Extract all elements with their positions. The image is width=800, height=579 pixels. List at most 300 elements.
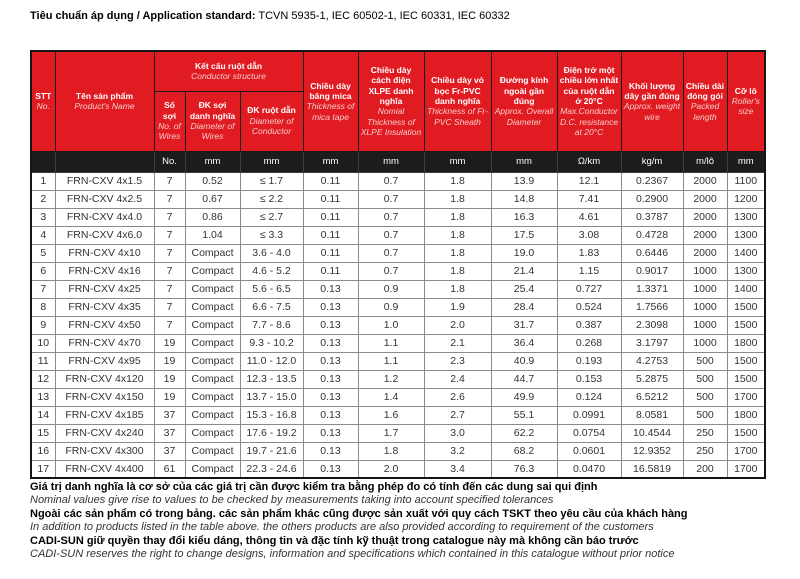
- cell: 0.11: [303, 226, 358, 244]
- cell: 1800: [727, 334, 765, 352]
- cell: 5.6 - 6.5: [240, 280, 303, 298]
- header-stt-vi: STT: [35, 90, 52, 101]
- application-standard-value: TCVN 5935-1, IEC 60502-1, IEC 60331, IEC 60332: [255, 10, 510, 22]
- note-vietnamese: Ngoài các sản phẩm có trong bảng. các sản phẩm khác cũng được sản xuất với quy cách TSKT theo yêu cầu của khách hàng: [30, 507, 688, 520]
- cell: 37: [154, 424, 185, 442]
- table-row: [31, 262, 765, 280]
- cell: 0.0754: [557, 424, 621, 442]
- cell: 1400: [727, 280, 765, 298]
- cell: 1.8: [424, 172, 491, 190]
- table-row: [31, 460, 765, 478]
- cell: 55.1: [491, 406, 557, 424]
- cell: 21.4: [491, 262, 557, 280]
- cell: FRN-CXV 4x6.0: [55, 226, 154, 244]
- cell: 0.9: [358, 280, 424, 298]
- cell: 13: [31, 388, 55, 406]
- table-row: [31, 334, 765, 352]
- cell: 7: [31, 280, 55, 298]
- header-mica-thickness: [303, 51, 358, 151]
- note-vietnamese: CADI-SUN giữ quyền thay đổi kiểu dáng, thông tin và đặc tính kỹ thuật trong catalogue này mà không cần báo trước: [30, 534, 639, 547]
- cell: 0.9: [358, 298, 424, 316]
- unit-cell: kg/m: [621, 151, 683, 172]
- cell: 3.08: [557, 226, 621, 244]
- cell: 1.7: [358, 424, 424, 442]
- header-overall-diameter: [491, 51, 557, 151]
- cell: 1400: [727, 244, 765, 262]
- cell: 12.3 - 13.5: [240, 370, 303, 388]
- table-row: [31, 190, 765, 208]
- cell: 9.3 - 10.2: [240, 334, 303, 352]
- cell: 0.13: [303, 352, 358, 370]
- cell: 19: [154, 334, 185, 352]
- cell: 28.4: [491, 298, 557, 316]
- cell: 1.9: [424, 298, 491, 316]
- header-xlpe-insulation-en: Nomial Thickness of XLPE Insulation: [360, 106, 422, 138]
- unit-cell: mm: [303, 151, 358, 172]
- cell: 10: [31, 334, 55, 352]
- cell: FRN-CXV 4x120: [55, 370, 154, 388]
- cell: 36.4: [491, 334, 557, 352]
- cell: 0.193: [557, 352, 621, 370]
- cell: 16.3: [491, 208, 557, 226]
- cell: 0.13: [303, 388, 358, 406]
- cell: FRN-CXV 4x50: [55, 316, 154, 334]
- cell: 17: [31, 460, 55, 478]
- cell: 0.13: [303, 442, 358, 460]
- cell: 2.3098: [621, 316, 683, 334]
- cell: 0.524: [557, 298, 621, 316]
- header-approx-weight-vi: Khối lượng dây gần đúng: [624, 80, 680, 101]
- cell: 1.7566: [621, 298, 683, 316]
- cell: 11.0 - 12.0: [240, 352, 303, 370]
- cell: Compact: [185, 460, 240, 478]
- cell: FRN-CXV 4x1.5: [55, 172, 154, 190]
- cell: 0.2900: [621, 190, 683, 208]
- cell: Compact: [185, 424, 240, 442]
- cell: 31.7: [491, 316, 557, 334]
- cell: 0.4728: [621, 226, 683, 244]
- cell: 14.8: [491, 190, 557, 208]
- cell: 1.8: [424, 262, 491, 280]
- cell: 1.8: [424, 208, 491, 226]
- cell: 1.8: [424, 190, 491, 208]
- cell: Compact: [185, 352, 240, 370]
- header-dc-resistance: [557, 51, 621, 151]
- cell: 3.2: [424, 442, 491, 460]
- header-wire-diameter-en: Diameter of Wires: [190, 121, 235, 142]
- cell: 7: [154, 298, 185, 316]
- cell: Compact: [185, 316, 240, 334]
- cell: 8: [31, 298, 55, 316]
- cell: 1.15: [557, 262, 621, 280]
- header-frpvc-sheath-vi: Chiều dày vỏ bọc Fr-PVC danh nghĩa: [431, 75, 484, 107]
- cell: 2000: [683, 226, 727, 244]
- cell: 2000: [683, 244, 727, 262]
- unit-cell: No.: [154, 151, 185, 172]
- note-english: In addition to products listed in the table above. the others products are also provided according to requirement of the customers: [30, 521, 654, 534]
- cell: 0.3787: [621, 208, 683, 226]
- cell: 1700: [727, 442, 765, 460]
- cell: 12.9352: [621, 442, 683, 460]
- cell: 61: [154, 460, 185, 478]
- unit-cell: [31, 151, 55, 172]
- cell: Compact: [185, 262, 240, 280]
- table-row: [31, 316, 765, 334]
- cell: 0.0470: [557, 460, 621, 478]
- cell: 7: [154, 190, 185, 208]
- cell: 500: [683, 388, 727, 406]
- cell: 16.5819: [621, 460, 683, 478]
- cell: 1500: [727, 298, 765, 316]
- unit-cell: m/lô: [683, 151, 727, 172]
- header-dc-resistance-en: Max.Conductor D.C. resistance at 20°C: [559, 106, 619, 138]
- cell: 6: [31, 262, 55, 280]
- cell: 19: [154, 370, 185, 388]
- cell: 4.61: [557, 208, 621, 226]
- cell: 2.4: [424, 370, 491, 388]
- unit-cell: mm: [240, 151, 303, 172]
- cell: ≤ 3.3: [240, 226, 303, 244]
- application-standard-label: Tiêu chuẩn áp dụng / Application standard:: [30, 10, 256, 22]
- cell: 0.11: [303, 208, 358, 226]
- cell: 22.3 - 24.6: [240, 460, 303, 478]
- unit-cell: Ω/km: [557, 151, 621, 172]
- units-row: [31, 151, 765, 172]
- table-header: [31, 51, 765, 151]
- cell: 1.4: [358, 388, 424, 406]
- cell: 0.727: [557, 280, 621, 298]
- header-xlpe-insulation-vi: Chiều dày cách điện XLPE danh nghĩa: [368, 64, 414, 107]
- cell: FRN-CXV 4x2.5: [55, 190, 154, 208]
- table-row: [31, 226, 765, 244]
- cell: Compact: [185, 370, 240, 388]
- note-english: Nominal values give rise to values to be checked by measurements taking into account specified tolerances: [30, 494, 554, 507]
- cell: 7: [154, 172, 185, 190]
- header-overall-diameter-en: Approx. Overall Diameter: [494, 106, 554, 127]
- cell: 3.0: [424, 424, 491, 442]
- header-dc-resistance-vi: Điện trở một chiều lớn nhất của ruột dẫn ở 20°C: [559, 64, 619, 107]
- cell: 2: [31, 190, 55, 208]
- cell: 1100: [727, 172, 765, 190]
- cable-spec-table: [30, 50, 766, 479]
- cell: 11: [31, 352, 55, 370]
- cell: 7: [154, 316, 185, 334]
- cell: ≤ 2.2: [240, 190, 303, 208]
- cell: 0.52: [185, 172, 240, 190]
- cell: 500: [683, 406, 727, 424]
- table-row: [31, 352, 765, 370]
- cell: 1500: [727, 352, 765, 370]
- cell: 19: [154, 388, 185, 406]
- cell: 12: [31, 370, 55, 388]
- cell: 250: [683, 424, 727, 442]
- cell: 2.1: [424, 334, 491, 352]
- header-conductor-structure-group: [154, 51, 303, 91]
- header-num-wires-vi: Số sợi: [162, 100, 177, 121]
- unit-cell: mm: [185, 151, 240, 172]
- cell: 7: [154, 262, 185, 280]
- cell: 0.7: [358, 190, 424, 208]
- cell: 16: [31, 442, 55, 460]
- cell: 0.13: [303, 298, 358, 316]
- cell: 1.8: [424, 280, 491, 298]
- cell: 0.11: [303, 244, 358, 262]
- header-roller-size-en: Roller's size: [731, 96, 760, 117]
- cell: 14: [31, 406, 55, 424]
- cell: 0.13: [303, 316, 358, 334]
- cell: 3: [31, 208, 55, 226]
- cell: 7: [154, 280, 185, 298]
- cell: FRN-CXV 4x4.0: [55, 208, 154, 226]
- cell: 0.7: [358, 262, 424, 280]
- header-overall-diameter-vi: Đường kính ngoài gần đúng: [499, 75, 549, 107]
- header-conductor-structure-vi: Kết cấu ruột dẫn: [194, 60, 263, 71]
- cell: Compact: [185, 280, 240, 298]
- cell: 8.0581: [621, 406, 683, 424]
- cell: 1500: [727, 316, 765, 334]
- cell: 0.13: [303, 460, 358, 478]
- cell: 2.0: [424, 316, 491, 334]
- cell: 1: [31, 172, 55, 190]
- header-packed-length: [683, 51, 727, 151]
- application-standard-line: [30, 10, 510, 22]
- cell: 250: [683, 442, 727, 460]
- cell: 13.7 - 15.0: [240, 388, 303, 406]
- cell: 1.3371: [621, 280, 683, 298]
- cell: FRN-CXV 4x150: [55, 388, 154, 406]
- cell: FRN-CXV 4x95: [55, 352, 154, 370]
- cell: 500: [683, 370, 727, 388]
- table-body: [31, 172, 765, 478]
- cell: ≤ 1.7: [240, 172, 303, 190]
- cell: 6.6 - 7.5: [240, 298, 303, 316]
- unit-cell: [55, 151, 154, 172]
- cell: 1000: [683, 280, 727, 298]
- cell: 7: [154, 226, 185, 244]
- cell: FRN-CXV 4x35: [55, 298, 154, 316]
- cell: 0.124: [557, 388, 621, 406]
- header-conductor-diameter-vi: ĐK ruột dẫn: [247, 105, 296, 116]
- cell: 2.7: [424, 406, 491, 424]
- cell: Compact: [185, 298, 240, 316]
- cell: 1.83: [557, 244, 621, 262]
- header-wire-diameter: [185, 91, 240, 151]
- cell: 0.387: [557, 316, 621, 334]
- cell: 6.5212: [621, 388, 683, 406]
- header-roller-size: [727, 51, 765, 151]
- cell: 7: [154, 208, 185, 226]
- note-vietnamese: Giá trị danh nghĩa là cơ sở của các giá trị cần được kiểm tra bằng phép đo có tính đến các dung sai qui định: [30, 481, 598, 493]
- cell: 0.7: [358, 172, 424, 190]
- cell: 1.04: [185, 226, 240, 244]
- cell: 1.8: [424, 226, 491, 244]
- cell: 4: [31, 226, 55, 244]
- header-conductor-diameter: [240, 91, 303, 151]
- cell: 1800: [727, 406, 765, 424]
- cell: FRN-CXV 4x185: [55, 406, 154, 424]
- cell: 1300: [727, 208, 765, 226]
- cell: 0.13: [303, 334, 358, 352]
- cell: 49.9: [491, 388, 557, 406]
- cell: 37: [154, 442, 185, 460]
- cell: Compact: [185, 442, 240, 460]
- header-conductor-structure-en: Conductor structure: [191, 71, 266, 82]
- cell: 1.6: [358, 406, 424, 424]
- cell: 15.3 - 16.8: [240, 406, 303, 424]
- cell: 1300: [727, 226, 765, 244]
- cell: FRN-CXV 4x25: [55, 280, 154, 298]
- table-row: [31, 370, 765, 388]
- cell: 1.2: [358, 370, 424, 388]
- cell: 1.1: [358, 334, 424, 352]
- header-product-name-vi: Tên sản phẩm: [75, 90, 134, 101]
- cell: 2000: [683, 208, 727, 226]
- cell: 0.7: [358, 244, 424, 262]
- unit-cell: mm: [424, 151, 491, 172]
- cell: 1000: [683, 316, 727, 334]
- cell: 13.9: [491, 172, 557, 190]
- cell: 0.0601: [557, 442, 621, 460]
- cell: 2000: [683, 190, 727, 208]
- cell: 0.13: [303, 406, 358, 424]
- cell: 44.7: [491, 370, 557, 388]
- table-row: [31, 388, 765, 406]
- cell: 0.7: [358, 208, 424, 226]
- cell: 1500: [727, 370, 765, 388]
- cell: 0.11: [303, 172, 358, 190]
- header-approx-weight-en: Approx. weight wire: [623, 101, 681, 122]
- cell: 0.13: [303, 370, 358, 388]
- units-section: [31, 151, 765, 172]
- cell: 500: [683, 352, 727, 370]
- cell: 0.9017: [621, 262, 683, 280]
- cell: 1000: [683, 334, 727, 352]
- cell: 0.6446: [621, 244, 683, 262]
- header-mica-thickness-en: Thickness of mica tape: [306, 101, 355, 122]
- cell: 1000: [683, 298, 727, 316]
- cell: 0.2367: [621, 172, 683, 190]
- cell: 1700: [727, 388, 765, 406]
- cell: 0.13: [303, 424, 358, 442]
- cell: 1.8: [358, 442, 424, 460]
- cell: 0.7: [358, 226, 424, 244]
- cell: 2.6: [424, 388, 491, 406]
- cell: 1.8: [424, 244, 491, 262]
- cell: 1700: [727, 460, 765, 478]
- cell: 7.41: [557, 190, 621, 208]
- cell: 9: [31, 316, 55, 334]
- header-product-name-en: Product's Name: [74, 101, 135, 112]
- unit-cell: mm: [358, 151, 424, 172]
- table-row: [31, 208, 765, 226]
- header-wire-diameter-vi: ĐK sợi danh nghĩa: [189, 100, 236, 121]
- cell: 19.0: [491, 244, 557, 262]
- table-row: [31, 172, 765, 190]
- table-row: [31, 280, 765, 298]
- cell: 2.3: [424, 352, 491, 370]
- header-packed-length-en: Packed length: [690, 101, 720, 122]
- cell: 4.6 - 5.2: [240, 262, 303, 280]
- cell: 3.6 - 4.0: [240, 244, 303, 262]
- header-roller-size-vi: Cỡ lô: [734, 85, 757, 96]
- cell: 2.0: [358, 460, 424, 478]
- cell: 62.2: [491, 424, 557, 442]
- cell: FRN-CXV 4x300: [55, 442, 154, 460]
- cell: 68.2: [491, 442, 557, 460]
- cell: 1000: [683, 262, 727, 280]
- cell: 7.7 - 8.6: [240, 316, 303, 334]
- cell: 2000: [683, 172, 727, 190]
- cell: ≤ 2.7: [240, 208, 303, 226]
- cell: 17.6 - 19.2: [240, 424, 303, 442]
- cell: 0.11: [303, 190, 358, 208]
- table-row: [31, 298, 765, 316]
- cell: 76.3: [491, 460, 557, 478]
- cell: 5: [31, 244, 55, 262]
- cell: 4.2753: [621, 352, 683, 370]
- cell: 10.4544: [621, 424, 683, 442]
- cell: Compact: [185, 334, 240, 352]
- cell: 1.0: [358, 316, 424, 334]
- header-packed-length-vi: Chiều dài đóng gói: [685, 80, 725, 101]
- header-num-wires: [154, 91, 185, 151]
- cell: 0.13: [303, 280, 358, 298]
- cell: Compact: [185, 244, 240, 262]
- cell: FRN-CXV 4x400: [55, 460, 154, 478]
- header-conductor-diameter-en: Diameter of Conductor: [249, 115, 294, 137]
- table-row: [31, 244, 765, 262]
- table-row: [31, 406, 765, 424]
- header-product-name: [55, 51, 154, 151]
- header-frpvc-sheath-en: Thickness of Fr-PVC Sheath: [427, 106, 488, 127]
- unit-cell: mm: [727, 151, 765, 172]
- footnotes: [30, 481, 770, 561]
- header-xlpe-insulation: [358, 51, 424, 151]
- cell: Compact: [185, 388, 240, 406]
- cell: 3.1797: [621, 334, 683, 352]
- cell: 0.67: [185, 190, 240, 208]
- header-approx-weight: [621, 51, 683, 151]
- cell: 19: [154, 352, 185, 370]
- cell: 1500: [727, 424, 765, 442]
- cell: 7: [154, 244, 185, 262]
- cell: FRN-CXV 4x16: [55, 262, 154, 280]
- cell: 0.153: [557, 370, 621, 388]
- cell: 0.11: [303, 262, 358, 280]
- cell: 0.0991: [557, 406, 621, 424]
- cell: 200: [683, 460, 727, 478]
- cell: FRN-CXV 4x70: [55, 334, 154, 352]
- table-row: [31, 424, 765, 442]
- cell: 37: [154, 406, 185, 424]
- cell: 0.268: [557, 334, 621, 352]
- cell: FRN-CXV 4x10: [55, 244, 154, 262]
- table-row: [31, 442, 765, 460]
- header-frpvc-sheath: [424, 51, 491, 151]
- cell: 5.2875: [621, 370, 683, 388]
- cell: 1300: [727, 262, 765, 280]
- cell: 19.7 - 21.6: [240, 442, 303, 460]
- header-num-wires-en: No. of Wires: [158, 121, 181, 142]
- header-stt-en: No.: [36, 101, 50, 112]
- cell: 1200: [727, 190, 765, 208]
- cell: 3.4: [424, 460, 491, 478]
- cell: 17.5: [491, 226, 557, 244]
- header-mica-thickness-vi: Chiều dày băng mica: [309, 80, 352, 101]
- cell: 1.1: [358, 352, 424, 370]
- header-row-top: [31, 51, 765, 91]
- cell: 12.1: [557, 172, 621, 190]
